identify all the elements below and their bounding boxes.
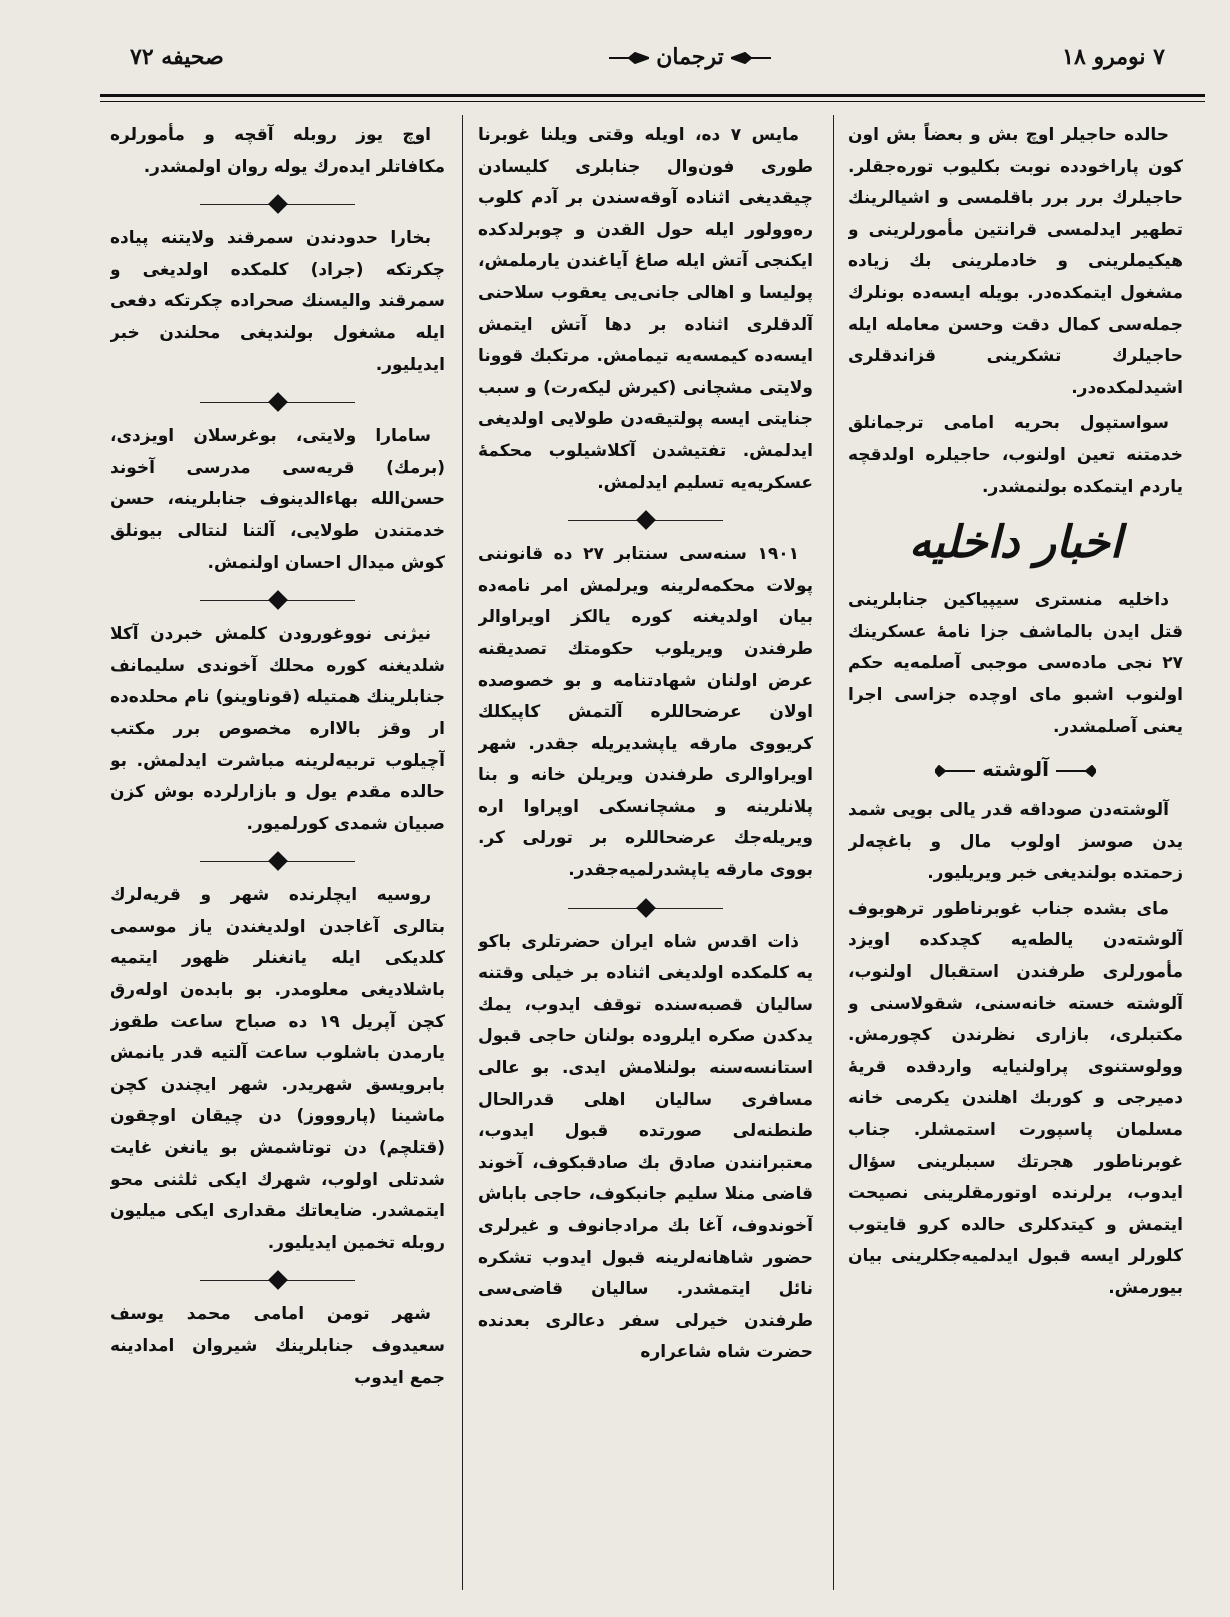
masthead-text: ترجمان (656, 44, 724, 70)
diamond-icon (636, 510, 656, 530)
page-header (100, 38, 1205, 98)
paragraph: ذات اقدس شاه ایران حضرتلری باکو یه کلمکده اولدیغی اثناده بر خیلی وقتنه سالیان قصبه‌سنده توقف ایدوب، یمك یدکدن صکره ایلروده بولنان حاجی قبول استانسه‌سنه بولنلامش ایدی. بو عالی مسافری سالیان اهلی قدرالحال طنطنه‌لی صورتده قبول ایدوب، معتبرانندن صادق بك صادقبکوف، آخوند قاضی منلا سلیم جانبکوف، حاجی باباش آخوندوف، آغا بك مرادجانوف و غیرلری حضور شاهانه‌لرینه قبول ایدوب تشکره نائل ایتمشدر. سالیان قاضی‌سی طرفندن خیرلی سفر دعالری بعدنده حضرت شاه شاعراره (478, 931, 813, 1363)
paragraph: مای بشده جناب غوبرناطور ترهوبوف آلوشته‌دن یالطه‌یه کچدکده اویزد مأمورلری طرفندن استقبال اولنوب، آلوشته خسته خانه‌سنی، شقولاسنی و مکتبلری، بازاری نظرندن کچورمش. وولوستنوی پراولنیایه واردقده قریهٔ دمیرجی و کوربك اهلندن یکرمی خانه مسلمان پاسپورت استمشلر. جناب غوبرناطور هجرتك سببلرینی سؤال ایدوب، یرلرنده اوتورمقلرینی نصیحت ایتمش و کیتدکلری حالده کرو قایتوب کلورلر ایسه قبول ایدلمیه‌جکلرینی بیان بیورمش. (848, 898, 1183, 1298)
header-rule (100, 94, 1205, 97)
article-separator (478, 891, 813, 927)
paragraph: بخارا حدودندن سمرقند ولایتنه پیاده چکرتکه (جراد) کلمکده اولدیغی و سمرقند والیسنك صحراده چکرتکه دفعی ایله مشغول بولندیغی محلندن خبر ایدیلیور. (110, 228, 445, 375)
paragraph: آلوشته‌دن صوداقه قدر یالی بویی شمد یدن صوسز اولوب مال و باغچه‌لر زحمتده بولندیغی خبر ویریلیور. (848, 800, 1183, 884)
article-separator (110, 385, 445, 421)
paragraph: نیژنی نووغورودن کلمش خبردن آکلا شلدیغنه کوره محلك آخوندی سلیمانف جنابلرینك همتیله (قوناوینو) نام محلده‌ده ار وقز بالااره مخصوص برر مکتب آچیلوب تربیه‌لرینه مباشرت ایدلمش. بو حالده مقدم یول و بازارلرده بوش کزن صبیان شمدی کورلمیور. (110, 624, 445, 834)
paragraph: سواستپول بحریه امامی ترجمانلق خدمتنه تعین اولنوب، حاجیلره اولدقچه یاردم ایتمکده بولنمشدر. (848, 413, 1183, 497)
diamond-icon (268, 1271, 288, 1291)
flourish-icon (1056, 765, 1096, 777)
column-right (848, 120, 1183, 1580)
page-number: صحیفه ۷۲ (130, 44, 224, 70)
flourish-icon (935, 765, 975, 777)
diamond-icon (268, 851, 288, 871)
column-divider (833, 115, 834, 1590)
left-ornament-icon (731, 52, 771, 64)
header-rule-thin (100, 101, 1205, 102)
paragraph: ۱۹۰۱ سنه‌سی سنتابر ۲۷ ده قانوننی پولات محکمه‌لرینه ویرلمش امر نامه‌ده بیان اولدیغنه کوره یالکز اویراوالر طرفندن ویریلوب حکومتك تصدیقنه عرض اولنان شهادتنامه و بو خصوصده اولان عرضحاللره آلتمش کاپیکلك کریووی مارقه یاپشدیریله جقدر. شهر اویراوالری طرفندن ویریلن خانه و بنا پلانلرینه و مشچانسکی اوپراوا اره ویریله‌جك عرضحاللره بر تورلی کر. بووی مارقه یاپشدرلمیه‌جقدر. (478, 544, 813, 881)
article-separator (110, 1263, 445, 1299)
paragraph: داخلیه منستری سیپیاکین جنابلرینی قتل ایدن بالماشف جزا نامهٔ عسکرینك ۲۷ نجی ماده‌سی موجبی آصلمه‌یه حکم اولنوب اشبو مای اوچده جزاسی اجرا یعنی آصلمشدر. (848, 590, 1183, 737)
diamond-icon (268, 590, 288, 610)
paragraph: روسیه ایچلرنده شهر و قریه‌لرك بتالری آغاجدن اولدیغندن یاز موسمی کلدیکی ایله یانغنلر ظهور ایتمیه باشلادیغی معلومدر. بو بابده‌ن اوله‌رق کچن آپریل ۱۹ ده صباح ساعت طقوز یارمدن باشلوب ساعت آلتیه قدر یانمش بابرویسق شهریدر. شهر ایچندن کچن ماشینا (پاروووز) دن چیقان اوچقون (قتلچم) دن توتاشمش بو یانغن غایت شدتلی اولوب، شهرك ایکی ثلثنی محو ایتمشدر. ضایعاتك مقداری ایکی میلیون روبله تخمین ایدیلیور. (110, 885, 445, 1253)
subsection-title-text: آلوشته (982, 757, 1049, 782)
article-separator (478, 503, 813, 539)
diamond-icon (268, 392, 288, 412)
masthead-title (570, 44, 810, 70)
column-left (110, 120, 445, 1580)
article-separator (110, 187, 445, 223)
paragraph: اوچ یوز روبله آقچه و مأمورلره مکافاتلر ایده‌رك یوله روان اولمشدر. (110, 125, 445, 177)
right-ornament-icon (609, 52, 649, 64)
article-separator (110, 844, 445, 880)
paragraph: حالده حاجیلر اوچ بش و بعضاً بش اون کون پاراخودده نوبت بکلیوب توره‌جقلر. حاجیلرك برر برر باقلمسی و اشیالرینك تطهیر ایدلمسی قرانتین مأمورلرینی و هیکیملرینی و خادملرینی بك زیاده مشغول ایتمکده‌در. بویله ایسه‌ده بونلرك جمله‌سی کمال دقت وحسن معامله ایله حاجیلرك تشکرینی قزاندقلری اشیدلمکده‌در. (848, 125, 1183, 398)
diamond-icon (268, 194, 288, 214)
column-middle (478, 120, 813, 1580)
paragraph: شهر تومن امامی محمد یوسف سعیدوف جنابلرینك شیروان امدادینه جمع ایدوب (110, 1304, 445, 1388)
subsection-title (848, 749, 1183, 789)
issue-number: ۷ نومرو ۱۸ (1062, 44, 1165, 70)
column-divider (462, 115, 463, 1590)
paragraph: سامارا ولایتی، بوغرسلان اویزدی، (برمك) قریه‌سی مدرسی آخوند حسن‌الله بهاءالدینوف جنابلرینه، حسن خدمتندن طولایی، آلتنا لنتالی بیونلق کوش میدال احسان اولنمش. (110, 426, 445, 573)
diamond-icon (636, 898, 656, 918)
paragraph: مایس ۷ ده، اویله وقتی ویلنا غوبرنا طوری فون‌وال جنابلری کلیسادن چیقدیغی اثناده آوقه‌سندن بر آدم کلوب ره‌وولور ایله حول القدن و چوبرلدکده ایکنجی آتش ایله صاغ آیاغندن یارملمش، پولیسا و اهالی جانی‌یی یعقوب سلاحنی آلدقلری اثناده بر دها آتش ایتمش ایسه‌ده کیمسه‌یه تیمامش. مرتکبك قوونا ولایتی مشچانی (کیرش لیکه‌رت) و سبب جنایتی ایسه پولتیقه‌دن طولایی اولدیغی ایدلمش. تفتیشدن آکلاشیلوب محکمهٔ عسکریه‌یه تسلیم ایدلمش. (478, 125, 813, 493)
article-separator (110, 583, 445, 619)
section-title: اخبار داخلیه (908, 517, 1123, 569)
